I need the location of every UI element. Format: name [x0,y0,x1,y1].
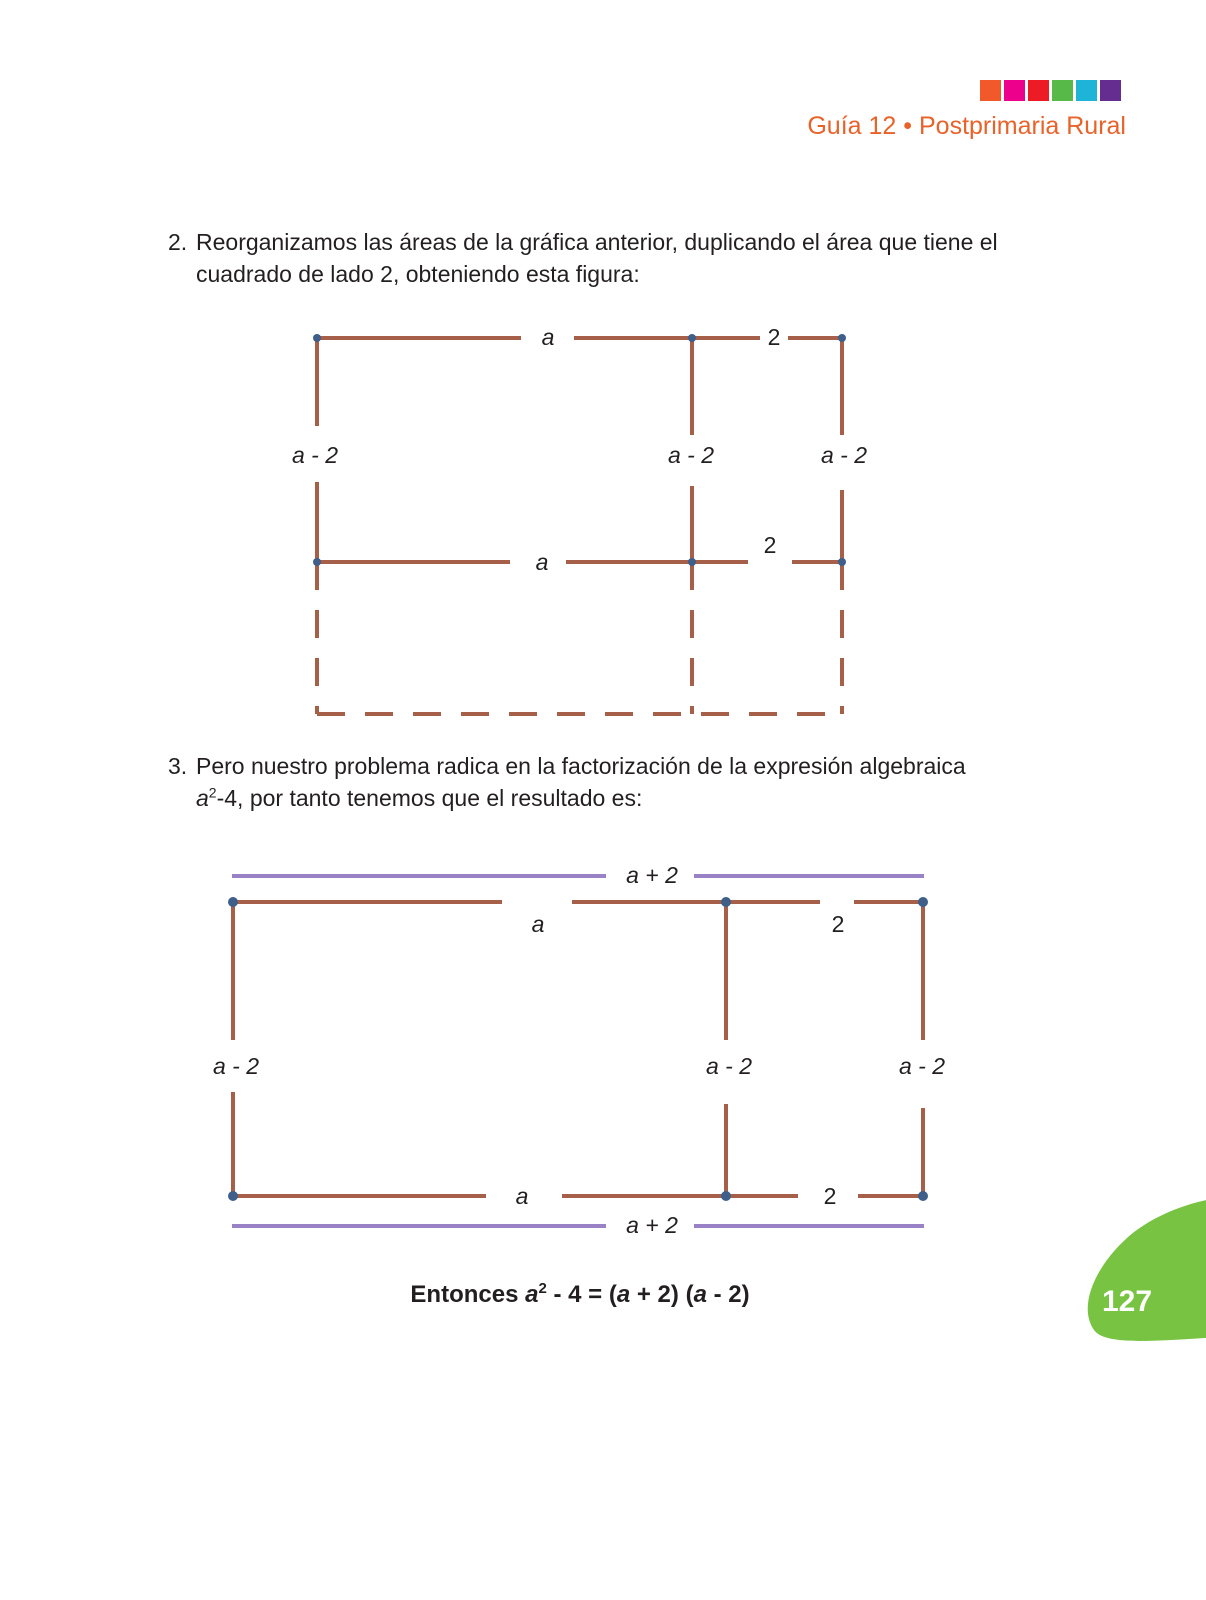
label-mid-side: a - 2 [705,1053,753,1079]
minus-four: - 4 = ( [546,1281,617,1308]
vertex [721,1191,731,1201]
var-a: a [693,1281,707,1308]
item-text-line1: Pero nuestro problema radica en la factorización de la expresión algebraica [196,753,966,779]
label-right-side: a - 2 [898,1053,946,1079]
vertex [721,897,731,907]
figure-2-vertices [228,897,928,1201]
label-bottom-2: 2 [763,532,777,558]
label-left-side: a - 2 [291,442,339,468]
var-a: a [616,1281,631,1308]
label-top-2: 2 [767,324,781,350]
label-mid-side: a - 2 [667,442,715,468]
series-label: Postprimaria Rural [918,112,1126,140]
item-text-line2: -4, por tanto tenemos que el resultado es: [216,785,643,811]
vertex [228,1191,238,1201]
var-a: a [196,785,209,811]
figure-2-segments [233,902,923,1196]
guide-label: Guía 12 [807,112,897,140]
vertex [918,897,928,907]
page-number: 127 [1102,1285,1153,1318]
label-left-side: a - 2 [212,1053,260,1079]
vertex [918,1191,928,1201]
item-text: Reorganizamos las áreas de la gráfica anterior, duplicando el área que tiene el cuadrado de lado 2, obteniendo esta figura: [196,229,998,287]
label-bottom-sum: a + 2 [626,1212,678,1238]
item-number: 2. [168,229,188,255]
label-right-side: a - 2 [820,442,868,468]
page-tab-shape [1084,1192,1206,1342]
conclusion-equation [0,1280,1160,1309]
var-a: a [525,1281,539,1308]
label-top-2: 2 [831,911,845,937]
minus-two: - 2) [706,1281,750,1308]
exponent: 2 [208,784,217,801]
conclusion-prefix: Entonces [410,1281,526,1308]
plus-two: + 2) ( [630,1281,694,1308]
label-bottom-2: 2 [823,1183,837,1209]
vertex [228,897,238,907]
label-bottom-a: a [515,1183,529,1209]
dimension-lines [232,876,924,1226]
label-bottom-a: a [535,549,549,575]
exponent: 2 [538,1280,547,1297]
item-number: 3. [168,753,188,779]
label-top-sum: a + 2 [626,862,678,888]
header-bullet: • [903,112,913,140]
label-top-a: a [541,324,555,350]
label-top-a: a [531,911,545,937]
